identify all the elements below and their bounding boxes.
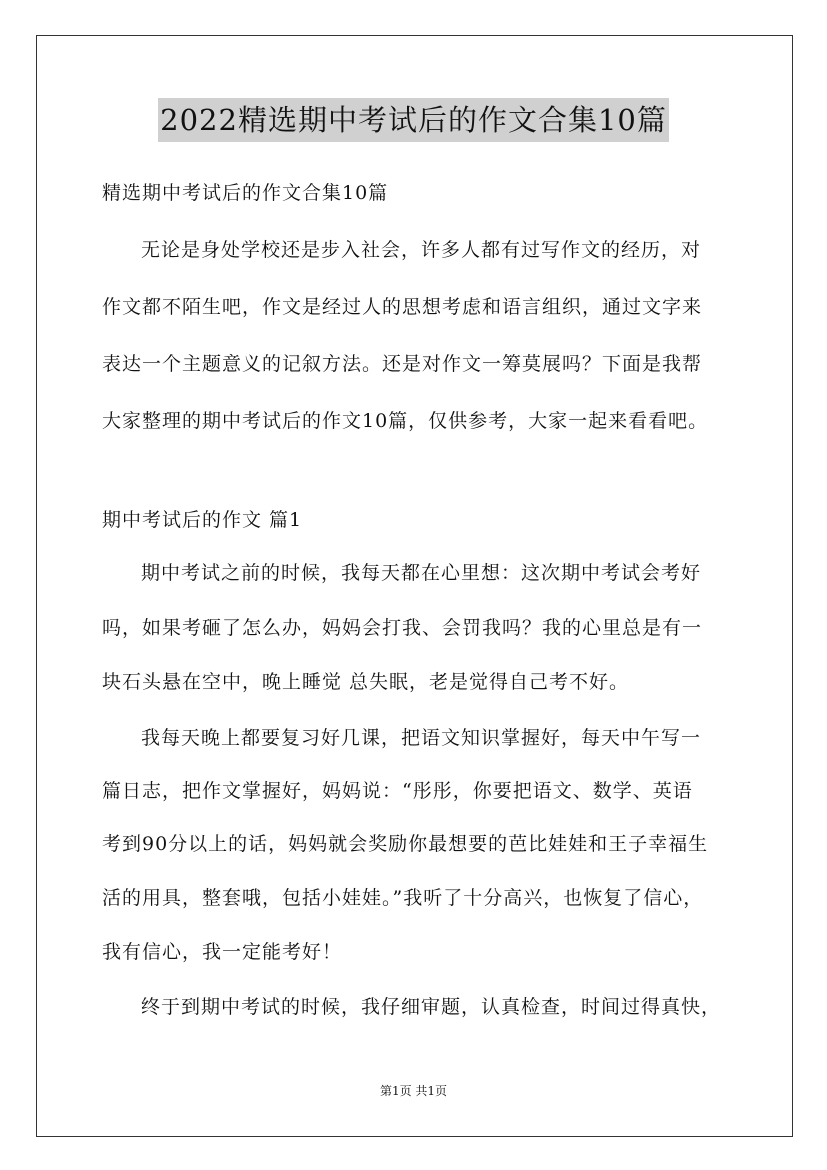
intro-line: 无论是身处学校还是步入社会，许多人都有过写作文的经历，对 (141, 239, 702, 261)
paragraph-line: 期中考试之前的时候，我每天都在心里想：这次期中考试会考好 (141, 562, 702, 584)
document-title-text: 2022精选期中考试后的作文合集10篇 (158, 98, 669, 142)
paragraph-line: 我每天晚上都要复习好几课，把语文知识掌握好，每天中午写一 (141, 727, 702, 749)
section-heading: 期中考试后的作文 篇1 (102, 509, 303, 531)
document-title (0, 98, 827, 142)
paragraph-line: 篇日志，把作文掌握好，妈妈说：“彤彤，你要把语文、数学、英语 (102, 780, 693, 802)
page-footer: 第1页 共1页 (379, 1084, 448, 1098)
paragraph-line: 吗，如果考砸了怎么办，妈妈会打我、会罚我吗？我的心里总是有一 (102, 617, 703, 639)
intro-line: 大家整理的期中考试后的作文10篇，仅供参考，大家一起来看看吧。 (102, 410, 709, 432)
paragraph-line: 我有信心，我一定能考好！ (102, 941, 343, 963)
intro-line: 作文都不陌生吧，作文是经过人的思想考虑和语言组织，通过文字来 (102, 296, 703, 318)
paragraph-line: 活的用具，整套哦，包括小娃娃。”我听了十分高兴，也恢复了信心， (102, 887, 704, 909)
intro-line: 表达一个主题意义的记叙方法。还是对作文一筹莫展吗？下面是我帮 (102, 353, 703, 375)
document-subtitle: 精选期中考试后的作文合集10篇 (102, 182, 389, 204)
paragraph-line: 块石头悬在空中，晚上睡觉 总失眠，老是觉得自己考不好。 (102, 671, 630, 693)
paragraph-line: 终于到期中考试的时候，我仔细审题，认真检查，时间过得真快， (141, 996, 722, 1018)
paragraph-line: 考到90分以上的话，妈妈就会奖励你最想要的芭比娃娃和王子幸福生 (102, 833, 709, 855)
